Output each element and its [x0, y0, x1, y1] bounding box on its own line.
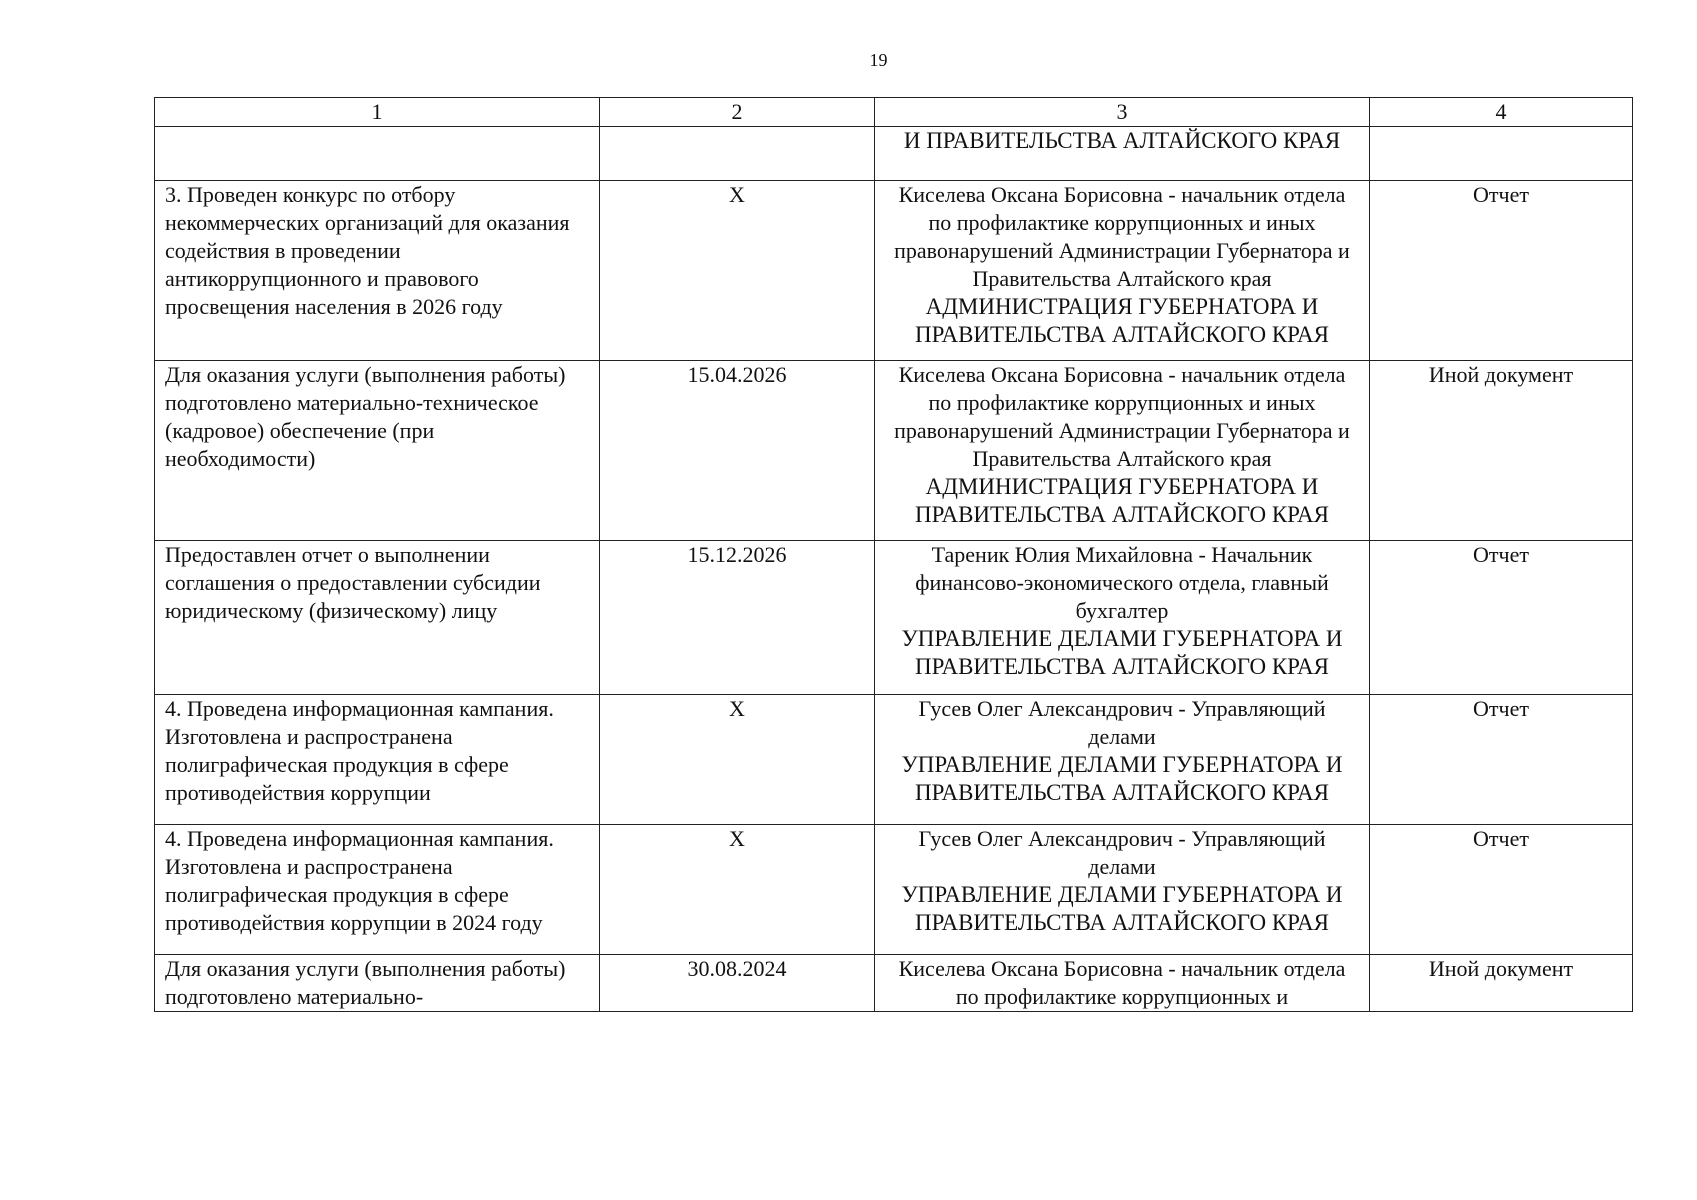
responsible-person: Киселева Оксана Борисовна - начальник отдела по профилактике коррупционных и иных правонарушений Администрации Губернатора и Правительства Алтайского края [894, 362, 1350, 471]
responsible-person: Киселева Оксана Борисовна - начальник отдела по профилактике коррупционных и [898, 956, 1346, 1009]
responsible-person: Киселева Оксана Борисовна - начальник отдела по профилактике коррупционных и иных правонарушений Администрации Губернатора и Правительства Алтайского края [894, 182, 1350, 291]
responsible-person: Тареник Юлия Михайловна - Начальник финансово-экономического отдела, главный бухгалтер [915, 542, 1329, 623]
document-type-cell [1370, 127, 1633, 181]
document-type-cell: Иной документ [1370, 361, 1633, 541]
responsible-organization: УПРАВЛЕНИЕ ДЕЛАМИ ГУБЕРНАТОРА И ПРАВИТЕЛЬСТВА АЛТАЙСКОГО КРАЯ [901, 752, 1343, 805]
responsible-organization: УПРАВЛЕНИЕ ДЕЛАМИ ГУБЕРНАТОРА И ПРАВИТЕЛЬСТВА АЛТАЙСКОГО КРАЯ [901, 626, 1343, 679]
table-row [155, 695, 1633, 825]
responsible-cell [875, 541, 1370, 695]
table-header-row [155, 98, 1633, 127]
table-row [155, 361, 1633, 541]
date-cell [600, 127, 875, 181]
activity-cell [155, 127, 600, 181]
responsible-organization: УПРАВЛЕНИЕ ДЕЛАМИ ГУБЕРНАТОРА И ПРАВИТЕЛЬСТВА АЛТАЙСКОГО КРАЯ [901, 882, 1343, 935]
document-type-cell: Отчет [1370, 825, 1633, 955]
column-header-4: 4 [1370, 98, 1633, 127]
table-row [155, 825, 1633, 955]
activity-cell: Для оказания услуги (выполнения работы) подготовлено материально- [155, 955, 600, 1012]
responsible-cell [875, 181, 1370, 361]
responsible-organization: И ПРАВИТЕЛЬСТВА АЛТАЙСКОГО КРАЯ [903, 128, 1341, 153]
column-header-2: 2 [600, 98, 875, 127]
date-cell: X [600, 181, 875, 361]
responsible-organization: АДМИНИСТРАЦИЯ ГУБЕРНАТОРА И ПРАВИТЕЛЬСТВА АЛТАЙСКОГО КРАЯ [915, 294, 1329, 347]
activity-cell: Предоставлен отчет о выполнении соглашения о предоставлении субсидии юридическому (физическому) лицу [155, 541, 600, 695]
date-cell: 15.12.2026 [600, 541, 875, 695]
responsible-cell [875, 955, 1370, 1012]
activity-cell: 4. Проведена информационная кампания. Изготовлена и распространена полиграфическая продукция в сфере противодействия коррупции в 2024 году [155, 825, 600, 955]
responsible-organization: АДМИНИСТРАЦИЯ ГУБЕРНАТОРА И ПРАВИТЕЛЬСТВА АЛТАЙСКОГО КРАЯ [915, 474, 1329, 527]
document-type-cell: Иной документ [1370, 955, 1633, 1012]
document-type-cell: Отчет [1370, 181, 1633, 361]
responsible-cell [875, 825, 1370, 955]
responsible-person: Гусев Олег Александрович - Управляющий делами [918, 826, 1326, 879]
document-type-cell: Отчет [1370, 541, 1633, 695]
responsible-cell [875, 127, 1370, 181]
column-header-1: 1 [155, 98, 600, 127]
page-number: 19 [869, 50, 888, 70]
responsible-person: Гусев Олег Александрович - Управляющий делами [918, 696, 1326, 749]
date-cell: 30.08.2024 [600, 955, 875, 1012]
document-type-cell: Отчет [1370, 695, 1633, 825]
activities-table [154, 97, 1633, 1012]
column-header-3: 3 [875, 98, 1370, 127]
date-cell: X [600, 695, 875, 825]
responsible-cell [875, 695, 1370, 825]
table-row [155, 955, 1633, 1012]
date-cell: 15.04.2026 [600, 361, 875, 541]
responsible-cell [875, 361, 1370, 541]
table-row [155, 127, 1633, 181]
table-row [155, 541, 1633, 695]
date-cell: X [600, 825, 875, 955]
activity-cell: Для оказания услуги (выполнения работы) подготовлено материально-техническое (кадровое) обеспечение (при необходимости) [155, 361, 600, 541]
activity-cell: 4. Проведена информационная кампания. Изготовлена и распространена полиграфическая продукция в сфере противодействия коррупции [155, 695, 600, 825]
activity-cell: 3. Проведен конкурс по отбору некоммерческих организаций для оказания содействия в проведении антикоррупционного и правового просвещения населения в 2026 году [155, 181, 600, 361]
table-row [155, 181, 1633, 361]
